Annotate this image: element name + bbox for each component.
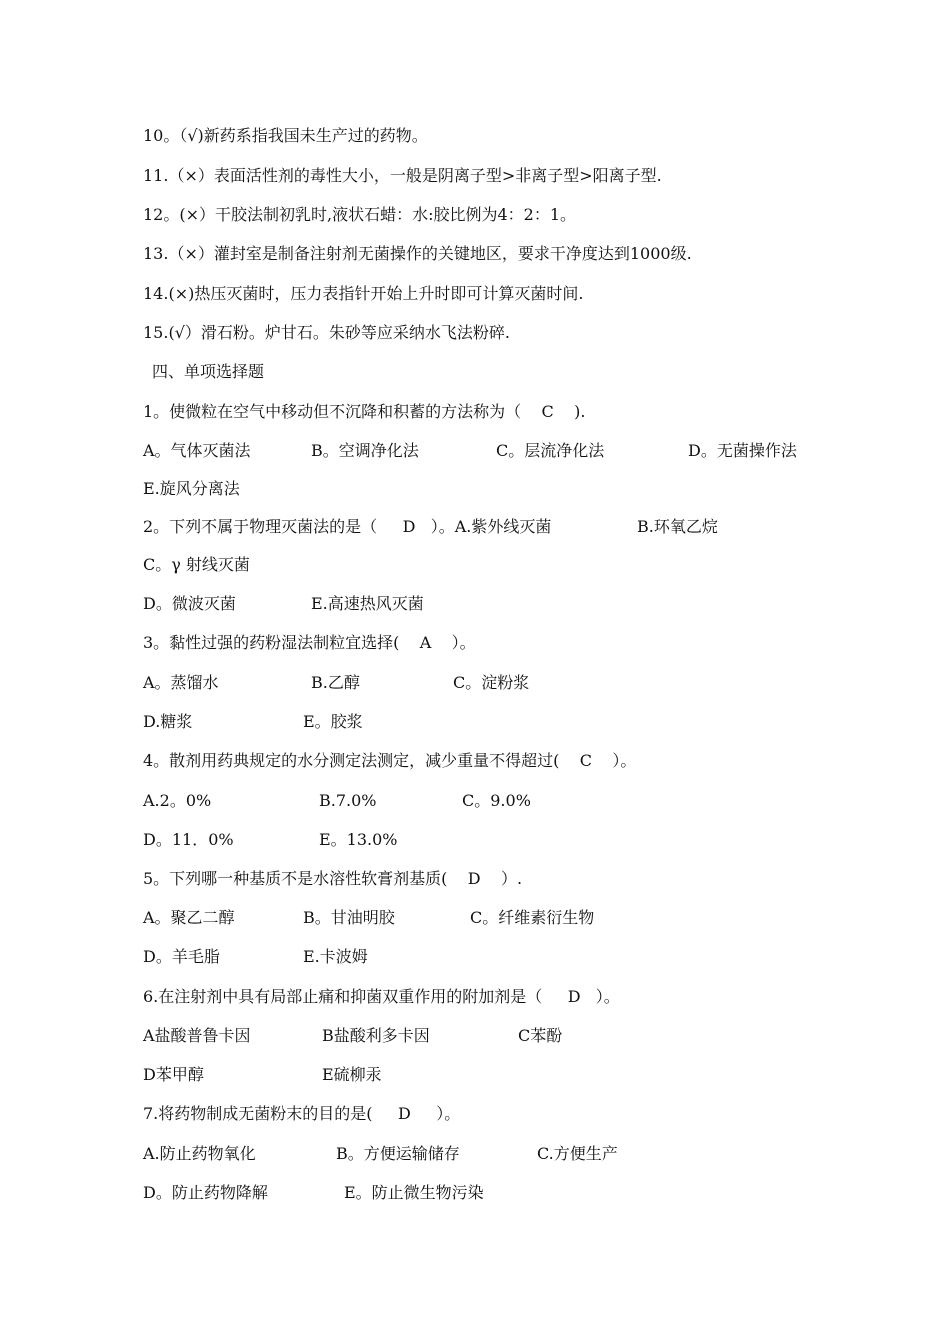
question-6-option-e: E硫柳汞 [322, 1065, 382, 1084]
question-1-option-c: C。层流净化法 [496, 441, 605, 460]
judgement-item-15: 15.(√）滑石粉。炉甘石。朱砂等应采纳水飞法粉碎. [143, 323, 510, 342]
judgement-item-12: 12。(×）干胶法制初乳时,液状石蜡：水:胶比例为4：2：1。 [143, 205, 577, 224]
question-7-option-c: C.方便生产 [537, 1144, 618, 1163]
question-4-option-e: E。13.0% [319, 830, 398, 849]
question-1-stem: 1。使微粒在空气中移动但不沉降和积蓄的方法称为（ C ). [143, 402, 586, 421]
question-3-option-c: C。淀粉浆 [453, 673, 530, 692]
question-4-option-a: A.2。0% [143, 791, 212, 810]
section-heading: 四、单项选择题 [152, 362, 265, 381]
question-2-option-e: E.高速热风灭菌 [311, 594, 424, 613]
question-5-option-b: B。甘油明胶 [303, 908, 395, 927]
question-3-option-e: E。胶浆 [303, 712, 363, 731]
question-1-option-a: A。气体灭菌法 [143, 441, 251, 460]
question-2-option-c: C。γ 射线灭菌 [143, 555, 250, 574]
question-7-option-e: E。防止微生物污染 [344, 1183, 484, 1202]
judgement-item-11: 11.（×）表面活性剂的毒性大小，一般是阴离子型>非离子型>阳离子型. [143, 166, 662, 185]
question-4-option-d: D。11．0% [143, 830, 234, 849]
question-5-stem: 5。下列哪一种基质不是水溶性软膏剂基质( D ）. [143, 869, 523, 888]
question-6-option-b: B盐酸利多卡因 [322, 1026, 430, 1045]
question-2-option-d: D。微波灭菌 [143, 594, 236, 613]
question-5-option-e: E.卡波姆 [303, 947, 368, 966]
question-5-option-a: A。聚乙二醇 [143, 908, 235, 927]
question-3-stem: 3。黏性过强的药粉湿法制粒宜选择( A ）。 [143, 633, 476, 652]
question-6-option-c: C苯酚 [518, 1026, 563, 1045]
question-7-option-d: D。防止药物降解 [143, 1183, 268, 1202]
question-5-option-d: D。羊毛脂 [143, 947, 220, 966]
question-4-stem: 4。散剂用药典规定的水分测定法测定，减少重量不得超过( C ）。 [143, 751, 637, 770]
question-6-stem: 6.在注射剂中具有局部止痛和抑菌双重作用的附加剂是（ D ）。 [143, 987, 620, 1006]
judgement-item-13: 13.（×）灌封室是制备注射剂无菌操作的关键地区，要求干净度达到1000级. [143, 244, 692, 263]
judgement-item-14: 14.(×)热压灭菌时，压力表指针开始上升时即可计算灭菌时间. [143, 284, 584, 303]
question-2-option-b: B.环氧乙烷 [637, 517, 718, 536]
question-6-option-a: A盐酸普鲁卡因 [143, 1026, 251, 1045]
question-3-option-d: D.糖浆 [143, 712, 193, 731]
question-3-option-b: B.乙醇 [311, 673, 360, 692]
question-7-option-a: A.防止药物氧化 [143, 1144, 256, 1163]
question-7-stem: 7.将药物制成无菌粉末的目的是( D ）。 [143, 1104, 461, 1123]
question-7-option-b: B。方便运输储存 [336, 1144, 460, 1163]
question-1-option-e: E.旋风分离法 [143, 479, 240, 498]
judgement-item-10: 10。（√)新药系指我国未生产过的药物。 [143, 126, 428, 145]
question-4-option-b: B.7.0% [319, 791, 377, 810]
question-3-option-a: A。蒸馏水 [143, 673, 219, 692]
question-1-option-d: D。无菌操作法 [688, 441, 797, 460]
question-4-option-c: C。9.0% [462, 791, 531, 810]
question-1-option-b: B。空调净化法 [311, 441, 419, 460]
question-6-option-d: D苯甲醇 [143, 1065, 204, 1084]
question-2-stem: 2。下列不属于物理灭菌法的是（ D ）。A.紫外线灭菌 [143, 517, 552, 536]
question-5-option-c: C。纤维素衍生物 [470, 908, 595, 927]
